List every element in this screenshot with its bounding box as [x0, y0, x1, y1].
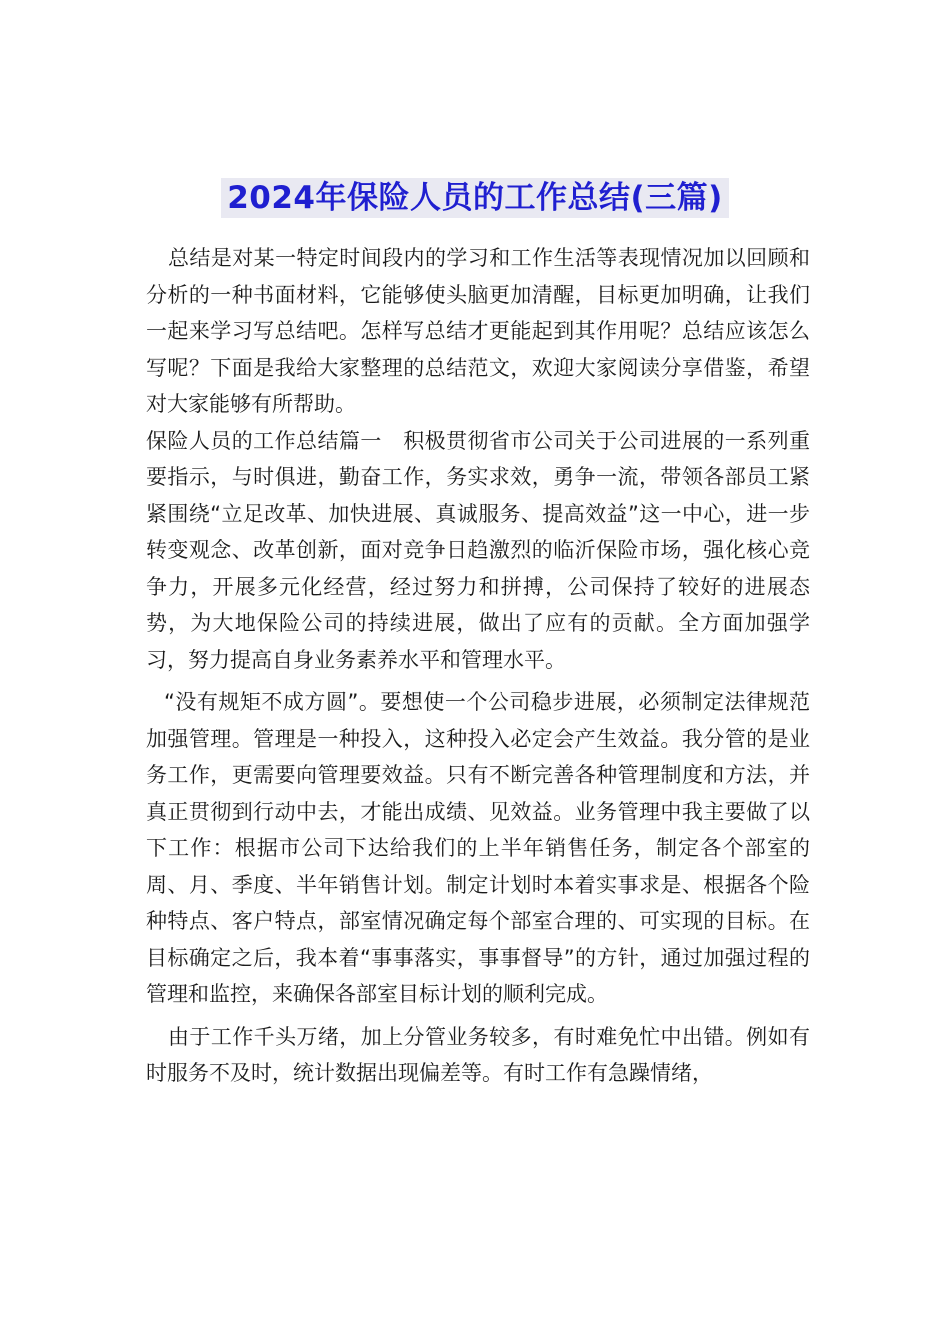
paragraph-intro: 总结是对某一特定时间段内的学习和工作生活等表现情况加以回顾和分析的一种书面材料，它能够使头脑更加清醒，目标更加明确，让我们一起来学习写总结吧。怎样写总结才更能起到其作用呢？总结应该怎么写呢？下面是我给大家整理的总结范文，欢迎大家阅读分享借鉴，希望对大家能够有所帮助。 — [146, 246, 810, 416]
paragraph-shortcomings: 由于工作千头万绪，加上分管业务较多，有时难免忙中出错。例如有时服务不及时，统计数据出现偏差等。有时工作有急躁情绪， — [146, 1024, 810, 1085]
document-title: 2024年保险人员的工作总结(三篇) — [221, 178, 729, 218]
paragraph-rules: “没有规矩不成方圆”。要想使一个公司稳步进展，必须制定法律规范加强管理。管理是一种投入，这种投入必定会产生效益。我分管的是业务工作，更需要向管理要效益。只有不断完善各种管理制度和方法，并真正贯彻到行动中去，才能出成绩、见效益。业务管理中我主要做了以下工作：根据市公司下达给我们的上半年销售任务，制定各个部室的周、月、季度、半年销售计划。制定计划时本着实事求是、根据各个险种特点、客户特点，部室情况确定每个部室合理的、可实现的目标。在目标确定之后，我本着“事事落实，事事督导”的方针，通过加强过程的管理和监控，来确保各部室目标计划的顺利完成。 — [146, 690, 810, 1006]
title-container — [0, 178, 950, 218]
document-body — [146, 240, 810, 1092]
paragraph-section-one: 保险人员的工作总结篇一 积极贯彻省市公司关于公司进展的一系列重要指示，与时俱进，勤奋工作，务实求效，勇争一流，带领各部员工紧紧围绕“立足改革、加快进展、真诚服务、提高效益”这一中心，进一步转变观念、改革创新，面对竞争日趋激烈的临沂保险市场，强化核心竞争力，开展多元化经营，经过努力和拼搏，公司保持了较好的进展态势，为大地保险公司的持续进展，做出了应有的贡献。全方面加强学习，努力提高自身业务素养水平和管理水平。 — [146, 428, 810, 672]
